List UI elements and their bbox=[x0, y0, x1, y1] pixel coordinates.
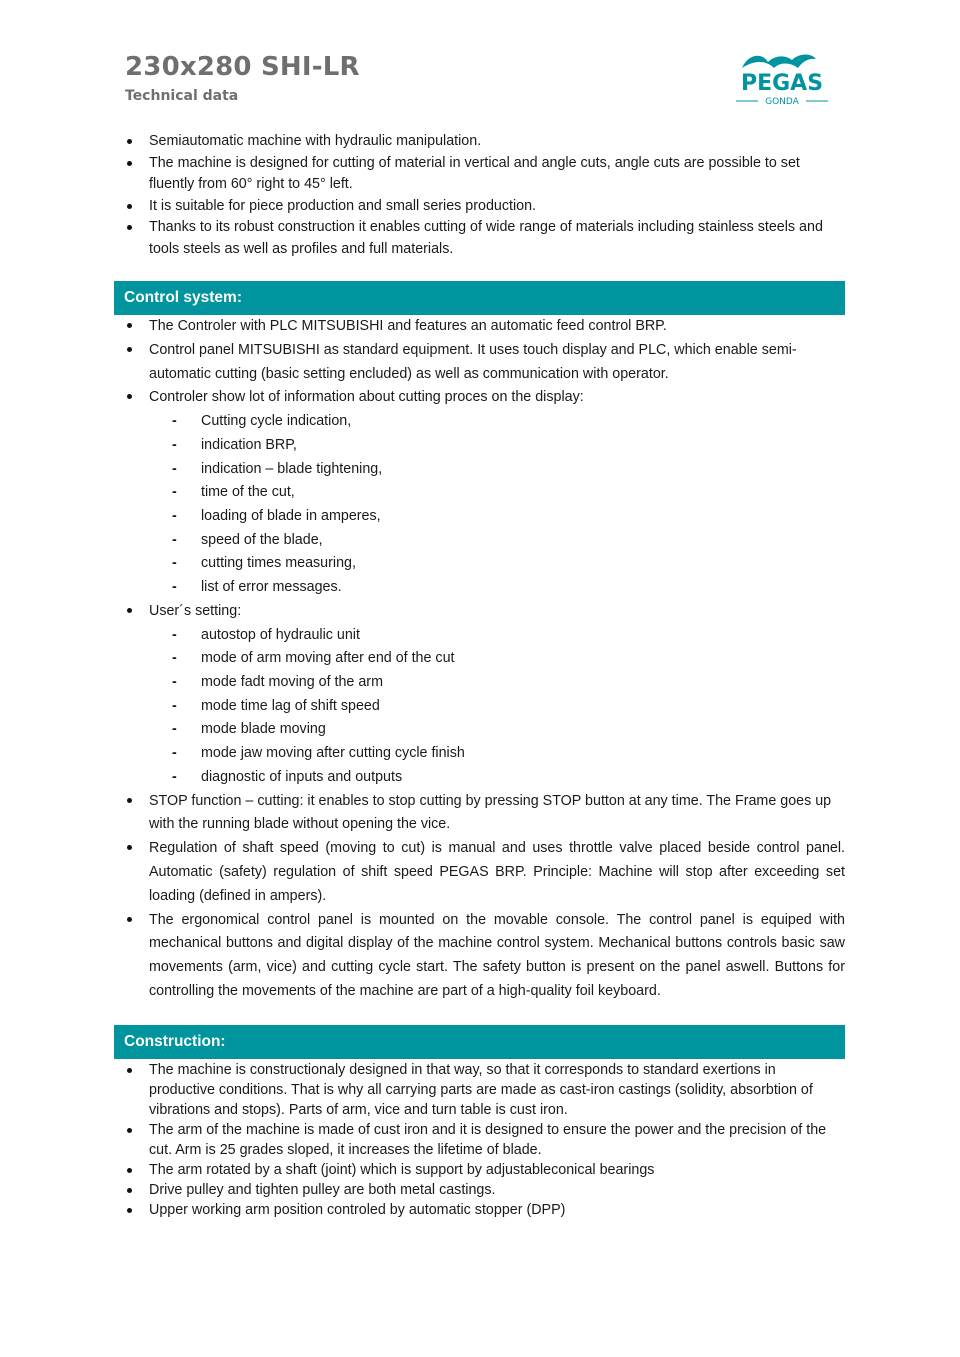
intro-section bbox=[114, 131, 845, 260]
document-title: 230x280 SHI-LR bbox=[125, 52, 360, 82]
control-bullet-4 bbox=[114, 600, 845, 790]
display-item: - list of error messages. bbox=[149, 576, 845, 600]
user-setting-item: - mode jaw moving after cutting cycle finish bbox=[149, 742, 845, 766]
logo-text: PEGAS bbox=[740, 71, 824, 96]
logo-subtext: GONDA bbox=[765, 97, 799, 107]
intro-bullet-1: Semiautomatic machine with hydraulic manipulation. bbox=[114, 131, 845, 153]
construction-heading: Construction: bbox=[114, 1025, 845, 1059]
display-item: - cutting times measuring, bbox=[149, 552, 845, 576]
control-bullet-3 bbox=[114, 386, 845, 599]
display-item: - indication – blade tightening, bbox=[149, 458, 845, 482]
control-bullet-5: STOP function – cutting: it enables to stop cutting by pressing STOP button at any time. The Frame goes up with the running blade without opening the vice. bbox=[114, 790, 845, 838]
logo-bird-icon bbox=[742, 55, 816, 68]
document-subtitle: Technical data bbox=[125, 88, 239, 104]
control-bullet-7: The ergonomical control panel is mounted on the movable console. The control panel is equiped with mechanical buttons and digital display of the machine control system. Mechanical buttons controls basic saw movements (arm, vice) and cutting cycle start. The safety button is present on the panel aswell. Buttons for controlling the movements of the machine are part of a high-quality foil keyboard. bbox=[114, 909, 845, 1004]
control-bullet-4-text: User´s setting: bbox=[149, 602, 242, 619]
construction-list bbox=[114, 1060, 845, 1220]
user-setting-item: - mode blade moving bbox=[149, 718, 845, 742]
construction-bullet-1: The machine is constructionaly designed in that way, so that it corresponds to standard exertions in productive conditions. That is why all carrying parts are made as cast-iron castings (solidity, absorbtion of vibrations and stops). Parts of arm, vice and turn table is cust iron. bbox=[114, 1060, 845, 1120]
pegas-gonda-logo bbox=[728, 50, 836, 108]
control-system-heading: Control system: bbox=[114, 281, 845, 315]
intro-list bbox=[114, 131, 845, 260]
user-setting-item: - mode time lag of shift speed bbox=[149, 695, 845, 719]
control-bullet-1: The Controler with PLC MITSUBISHI and features an automatic feed control BRP. bbox=[114, 315, 845, 339]
display-item: - Cutting cycle indication, bbox=[149, 410, 845, 434]
display-items-list bbox=[149, 410, 845, 600]
user-setting-item: - diagnostic of inputs and outputs bbox=[149, 766, 845, 790]
user-setting-item: - autostop of hydraulic unit bbox=[149, 624, 845, 648]
construction-bullet-3: The arm rotated by a shaft (joint) which is support by adjustableconical bearings bbox=[114, 1160, 845, 1180]
construction-section bbox=[114, 1060, 845, 1220]
control-bullet-2: Control panel MITSUBISHI as standard equipment. It uses touch display and PLC, which enable semi-automatic cutting (basic setting encluded) as well as communication with operator. bbox=[114, 339, 845, 387]
display-item: - time of the cut, bbox=[149, 481, 845, 505]
user-setting-item: - mode fadt moving of the arm bbox=[149, 671, 845, 695]
display-item: - speed of the blade, bbox=[149, 529, 845, 553]
control-system-list bbox=[114, 315, 845, 1004]
intro-bullet-3: It is suitable for piece production and small series production. bbox=[114, 196, 845, 218]
control-bullet-3-text: Controler show lot of information about cutting proces on the display: bbox=[149, 389, 584, 406]
user-setting-item: - mode of arm moving after end of the cut bbox=[149, 647, 845, 671]
user-settings-list bbox=[149, 624, 845, 790]
display-item: - loading of blade in amperes, bbox=[149, 505, 845, 529]
construction-bullet-2: The arm of the machine is made of cust iron and it is designed to ensure the power and the precision of the cut. Arm is 25 grades sloped, it increases the lifetime of blade. bbox=[114, 1120, 845, 1160]
construction-bullet-5: Upper working arm position controled by automatic stopper (DPP) bbox=[114, 1200, 845, 1220]
construction-bullet-4: Drive pulley and tighten pulley are both metal castings. bbox=[114, 1180, 845, 1200]
intro-bullet-2: The machine is designed for cutting of material in vertical and angle cuts, angle cuts are possible to set fluently from 60° right to 45° left. bbox=[114, 153, 845, 196]
intro-bullet-4: Thanks to its robust construction it enables cutting of wide range of materials including stainless steels and tools steels as well as profiles and full materials. bbox=[114, 217, 845, 260]
control-bullet-6: Regulation of shaft speed (moving to cut) is manual and uses throttle valve placed beside control panel. Automatic (safety) regulation of shift speed PEGAS BRP. Principle: Machine will stop after exceeding set loading (defined in ampers). bbox=[114, 837, 845, 908]
display-item: - indication BRP, bbox=[149, 434, 845, 458]
control-system-section bbox=[114, 315, 845, 1004]
